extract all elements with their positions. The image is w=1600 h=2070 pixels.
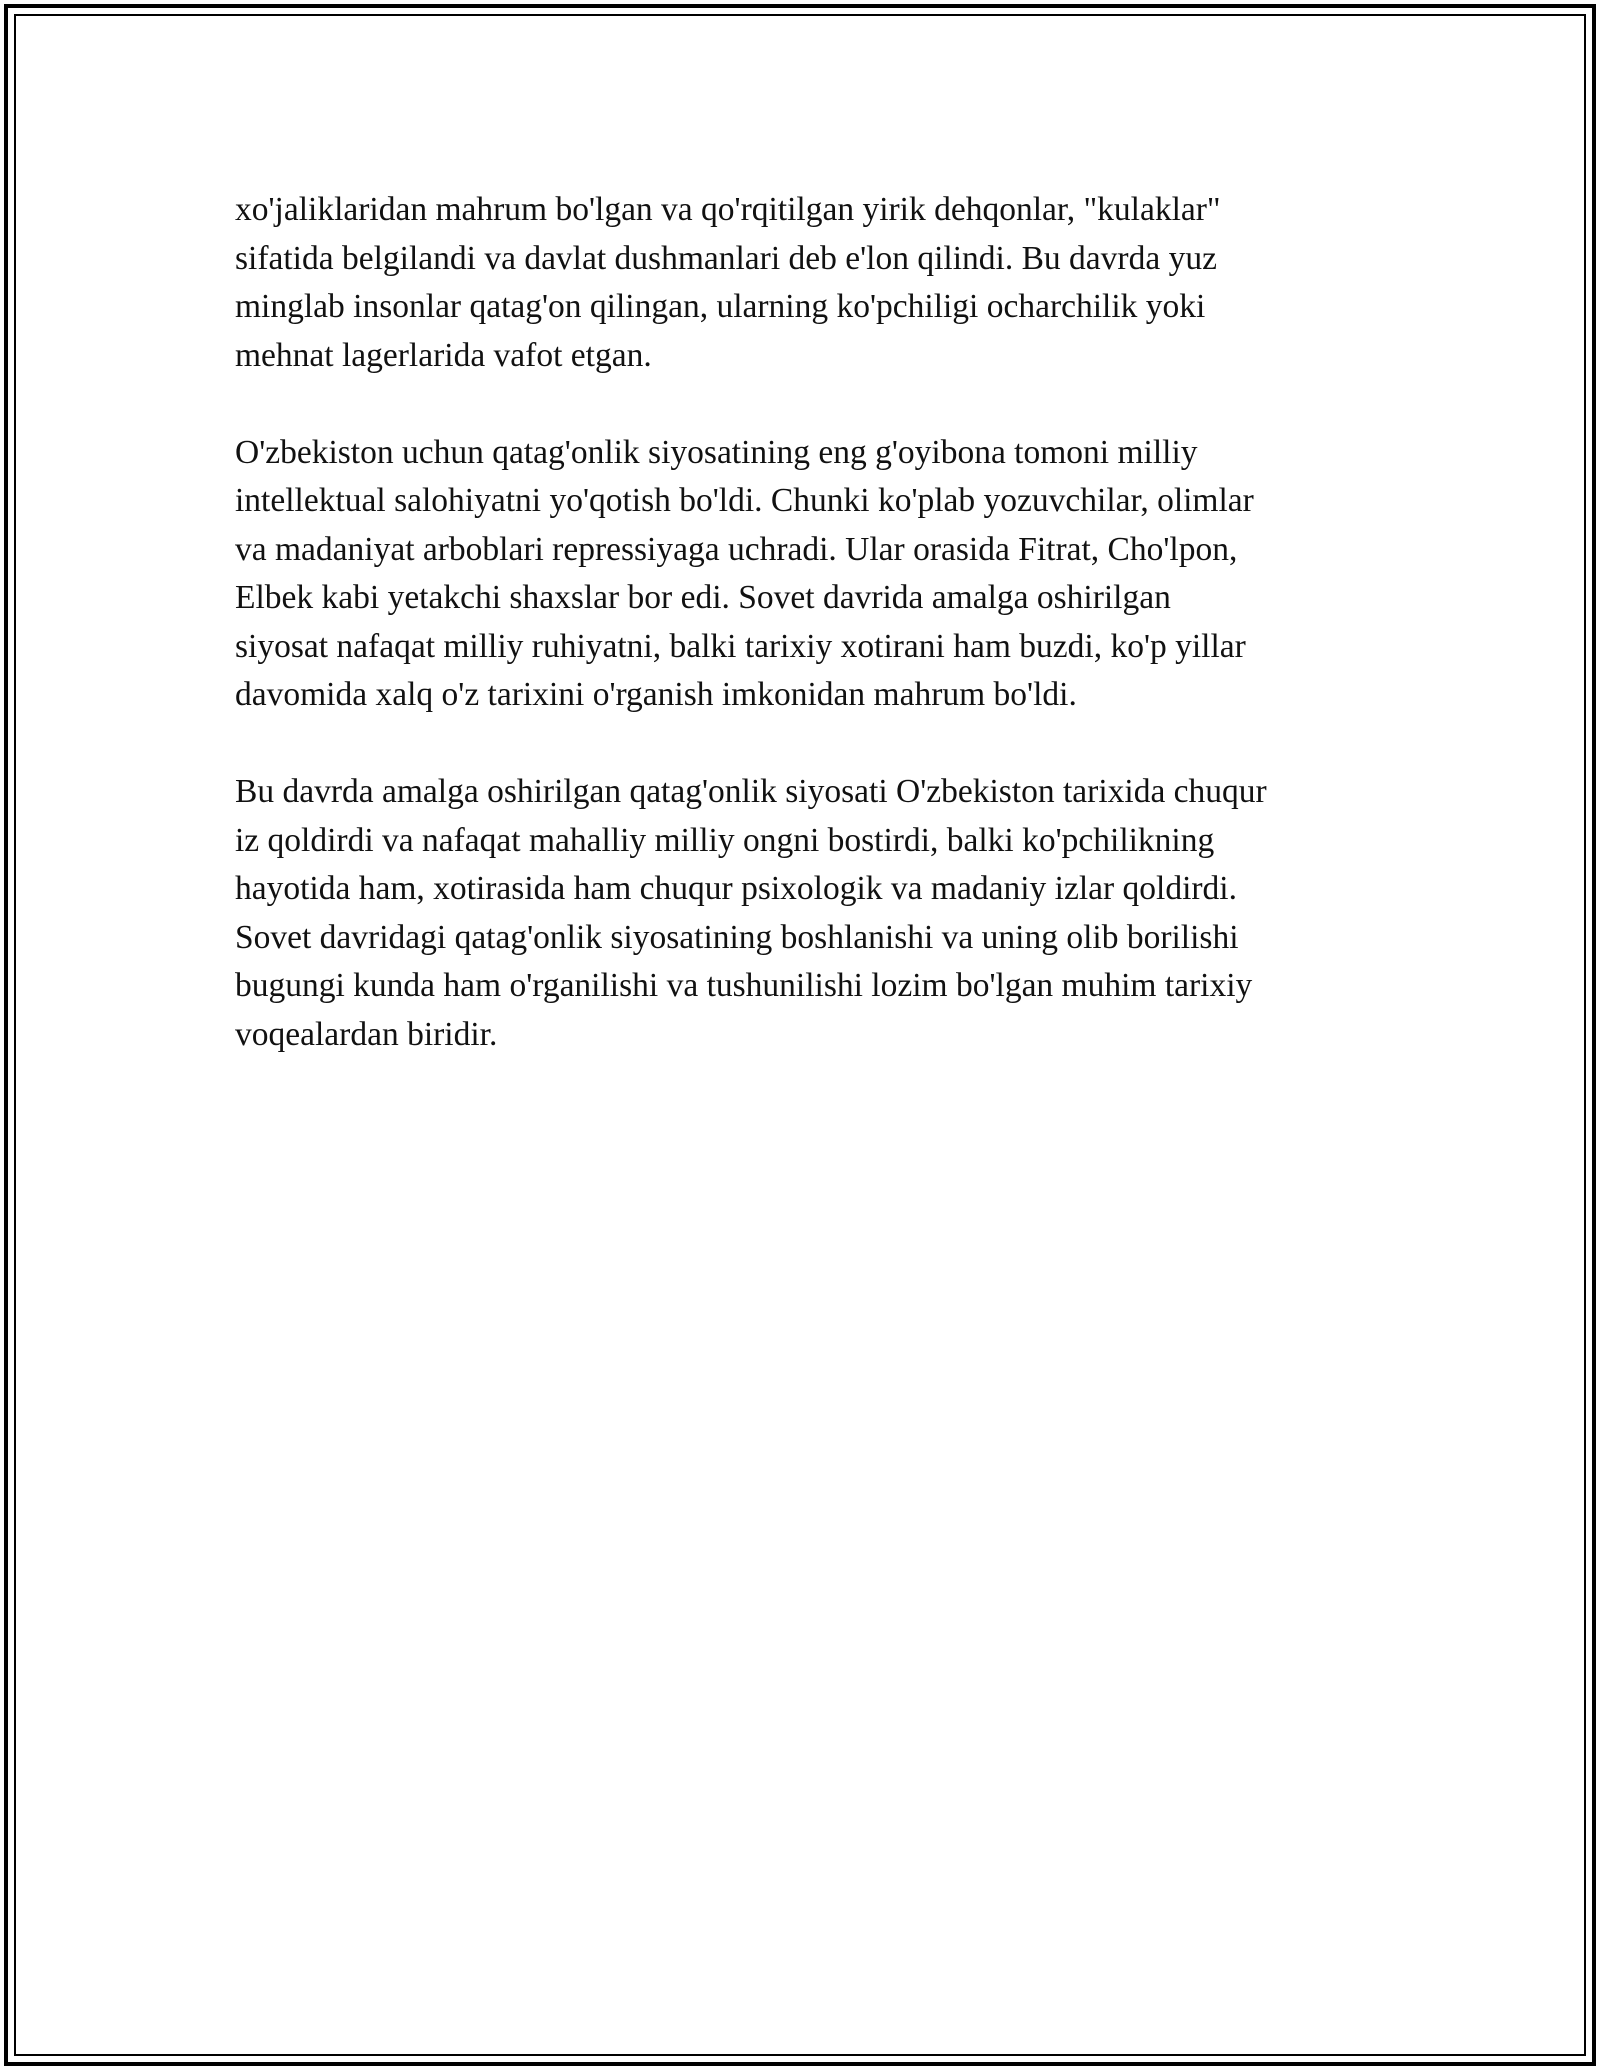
paragraph-3: Bu davrda amalga oshirilgan qatag'onlik siyosati O'zbekiston tarixida chuqur iz qoldirdi va nafaqat mahalliy milliy ongni bostirdi, balki ko'pchilikning hayotida ham, xotirasida ham chuqur psixologik va madaniy izlar qoldirdi. Sovet davridagi qatag'onlik siyosatining boshlanishi va uning olib borilishi bugungi kunda ham o'rganilishi va tushunilishi lozim bo'lgan muhim tarixiy voqealardan biridir.: [235, 773, 1267, 1053]
paragraph-2: O'zbekiston uchun qatag'onlik siyosatining eng g'oyibona tomoni milliy intellektual salohiyatni yo'qotish bo'ldi. Chunki ko'plab yozuvchilar, olimlar va madaniyat arboblari repressiyaga uchradi. Ular orasida Fitrat, Cho'lpon, Elbek kabi yetakchi shaxslar bor edi. Sovet davrida amalga oshirilgan siyosat nafaqat milliy ruhiyatni, balki tarixiy xotirani ham buzdi, ko'p yillar davomida xalq o'z tarixini o'rganish imkonidan mahrum bo'ldi.: [235, 433, 1254, 713]
paragraph-1: xo'jaliklaridan mahrum bo'lgan va qo'rqitilgan yirik dehqonlar, "kulaklar" sifatida belgilandi va davlat dushmanlari deb e'lon qilindi. Bu davrda yuz minglab insonlar qatag'on qilingan, ularning ko'pchiligi ocharchilik yoki mehnat lagerlarida vafot etgan.: [235, 191, 1221, 374]
document-body: [235, 186, 1375, 1108]
